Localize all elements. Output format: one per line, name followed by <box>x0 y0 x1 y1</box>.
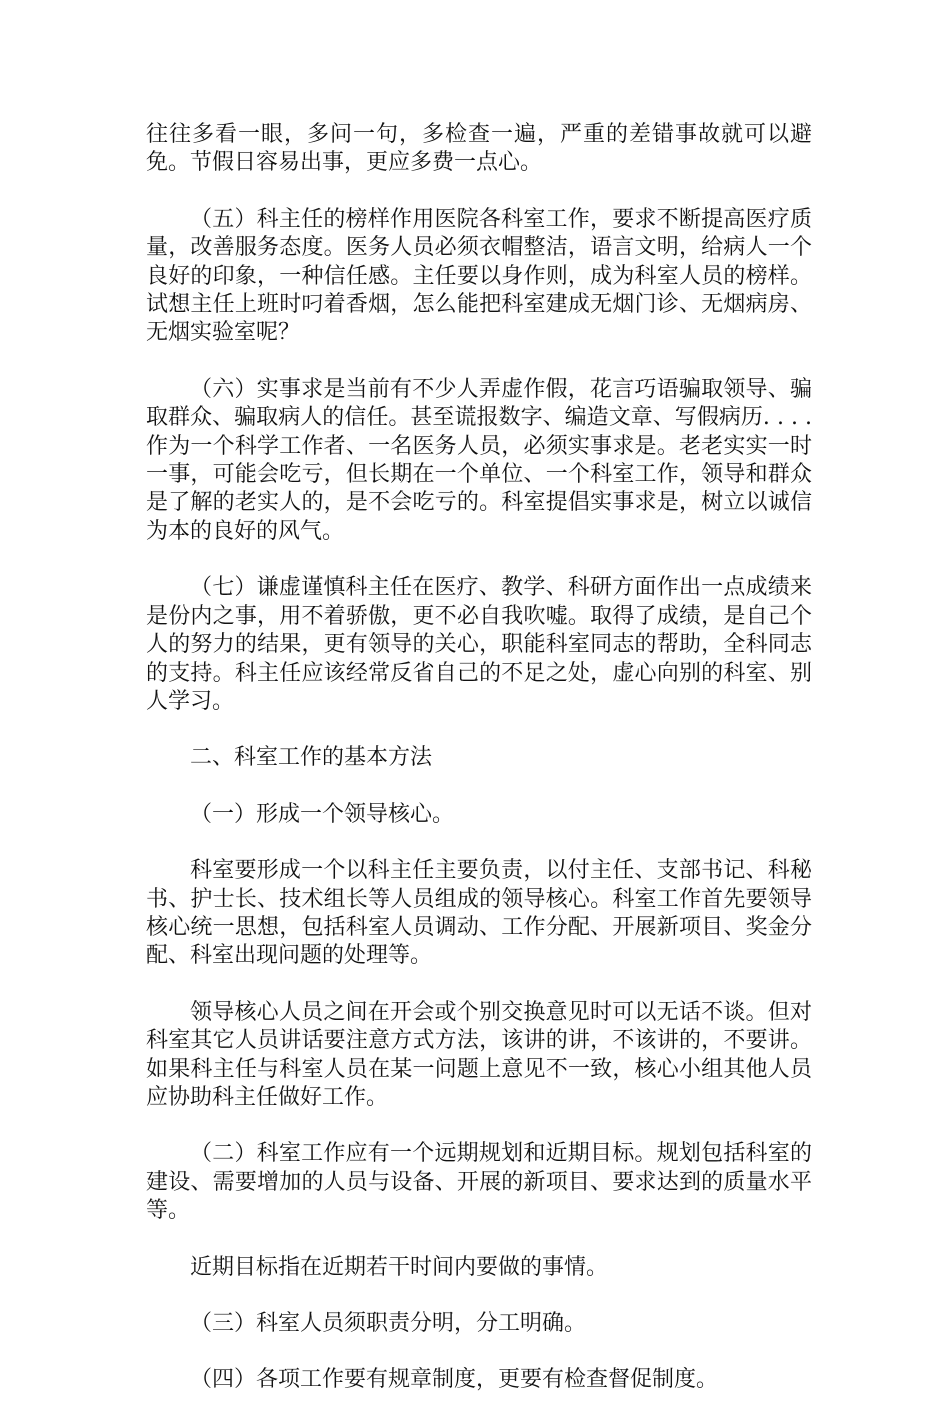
subheading-2: （二）科室工作应有一个远期规划和近期目标。规划包括科室的建设、需要增加的人员与设备、开展的新项目、要求达到的质量水平等。 <box>146 1141 812 1224</box>
subheading-1: （一）形成一个领导核心。 <box>190 801 455 827</box>
subheading-3: （三）科室人员须职责分明，分工明确。 <box>190 1311 587 1336</box>
paragraph-leadership-communication: 领导核心人员之间在开会或个别交换意见时可以无话不谈。但对科室其它人员讲话要注意方式方法，该讲的讲，不该讲的，不要讲。如果科主任与科室人员在某一问题上意见不一致，核心小组其他人员应协助科主任做好工作。 <box>146 999 812 1110</box>
paragraph-leadership-core: 科室要形成一个以科主任主要负责，以付主任、支部书记、科秘书、护士长、技术组长等人员组成的领导核心。科室工作首先要领导核心统一思想，包括科室人员调动、工作分配、开展新项目、奖金分配、科室出现问题的处理等。 <box>146 858 812 969</box>
document-page <box>146 121 812 1423</box>
paragraph-continuation: 往往多看一眼，多问一句，多检查一遍，严重的差错事故就可以避免。节假日容易出事，更应多费一点心。 <box>146 122 812 176</box>
paragraph-section-6: （六）实事求是当前有不少人弄虚作假，花言巧语骗取领导、骗取群众、骗取病人的信任。甚至谎报数字、编造文章、写假病历. . . . 作为一个科学工作者、一名医务人员，必须实事求是。老老实实一时一事，可能会吃亏，但长期在一个单位、一个科室工作，领导和群众是了解的老实人的，是不会吃亏的。科室提倡实事求是，树立以诚信为本的良好的风气。 <box>146 376 812 544</box>
subheading-4: （四）各项工作要有规章制度，更要有检查督促制度。 <box>190 1367 719 1393</box>
paragraph-section-7: （七）谦虚谨慎科主任在医疗、教学、科研方面作出一点成绩来是份内之事，用不着骄傲，更不必自我吹嘘。取得了成绩，是自己个人的努力的结果，更有领导的关心，职能科室同志的帮助，全科同志的支持。科主任应该经常反省自己的不足之处，虚心向别的科室、别人学习。 <box>146 575 812 714</box>
paragraph-short-term-goals: 近期目标指在近期若干时间内要做的事情。 <box>190 1254 609 1280</box>
section-heading-basic-methods: 二、科室工作的基本方法 <box>190 745 433 771</box>
paragraph-section-5: （五）科主任的榜样作用医院各科室工作，要求不断提高医疗质量，改善服务态度。医务人员必须衣帽整洁，语言文明，给病人一个良好的印象，一种信任感。主任要以身作则，成为科室人员的榜样。试想主任上班时叼着香烟，怎么能把科室建成无烟门诊、无烟病房、无烟实验室呢？ <box>146 206 812 346</box>
